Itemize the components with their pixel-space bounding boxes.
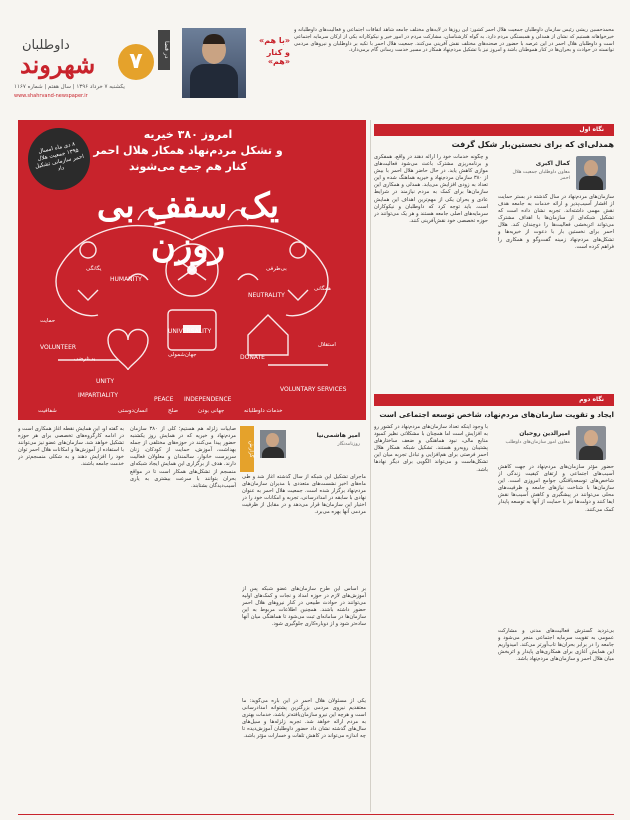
label-fa-4: جهانی بودن <box>198 408 225 414</box>
issue-info: یکشنبه ۷ خرداد ۱۳۹۶ | سال هفتم | شماره ۱۱۶۷ <box>14 84 125 90</box>
top-quote: «با هم» <box>259 36 290 45</box>
bottom-rule <box>18 814 614 815</box>
label-fa-12: حمایت <box>40 318 56 324</box>
column-divider <box>370 120 371 812</box>
second-look-tag: نگاه دوم <box>374 394 614 406</box>
first-author-photo <box>576 156 606 190</box>
masthead <box>0 0 630 115</box>
label-voluntary-services: VOLUNTARY SERVICES <box>280 386 347 393</box>
report-tag: گزارش <box>240 426 254 472</box>
report-section <box>18 426 366 812</box>
feature-poster <box>18 120 366 420</box>
label-donate: DONATE <box>240 354 265 361</box>
feature-kicker: امروز ۳۸۰ خیریه <box>143 128 233 141</box>
first-look-section <box>374 124 614 374</box>
section-name: داوطلبان <box>22 38 70 53</box>
label-volunteer: VOLUNTEER <box>40 344 77 351</box>
logo: شهروند <box>20 50 96 79</box>
label-fa-2: بی‌طرفی <box>266 266 287 272</box>
feature-headline: یک سقفِ بی روزن <box>96 186 280 266</box>
label-impartiality: IMPARTIALITY <box>78 392 118 399</box>
label-humanity: HUMANITY <box>110 276 142 283</box>
feature-subtitle-1: و تشکل مردم‌نهاد همکار هلال احمر <box>93 144 283 157</box>
label-universality: UNIVERSALITY <box>168 328 212 335</box>
top-column-text: محمدحسین ریشی رئیس سازمان داوطلبان جمعیت هلال احمر کشور: این روزها در لایه‌های مختلف جامعه شاهد اتفاقات اجتماعی و فعالیت‌های داوطلبانه و خیرخواهانه هستیم که نشان از همدلی و همبستگی مردم دارد. به گواه کارشناسان، مشارکت مردم در امور خیر و نیکوکارانه یکی از ارکان سرمایه اجتماعی است و داوطلبان هلال احمر در این عرصه با حضور در صحنه‌های مختلف نقش آفرینی می‌کنند. جمعیت هلال احمر با تکیه بر داوطلبان و نیروهای مردمی توانسته در حوادث و بحران‌ها در کنار هموطنان باشد و امروز نیز با تشکیل مردم‌نهاد همکار در مسیر خدمت رسانی گام برمی‌دارد. <box>294 27 614 54</box>
label-fa-7: خدمات داوطلبانه <box>244 408 283 414</box>
label-unity: UNITY <box>96 378 114 385</box>
second-author-name: امیرالدین روحبان <box>519 430 570 437</box>
label-peace: PEACE <box>154 396 174 403</box>
report-col-3b: بر اساس این طرح سازمان‌های عضو شبکه پس از آموزش‌های لازم در حوزه امداد و نجات و کمک‌های اولیه می‌توانند در حوادث طبیعی در کنار نیروهای هلال احمر حضور داشته باشند. همچنین اطلاعات مربوط به این سازمان‌ها در سامانه‌ای ثبت می‌شود تا هماهنگی میان آنها ساده‌تر شود و از دوباره‌کاری جلوگیری شود. <box>242 586 366 628</box>
first-look-title: همدلی‌ای که برای نخستین‌بار شکل گرفت <box>451 140 614 149</box>
label-fa-9: انسان‌دوستی <box>118 408 148 414</box>
report-col-1: به گفته او، این همایش نقطه آغاز همکاری است و در ادامه کارگروه‌های تخصصی برای هر حوزه تشکیل خواهد شد. سازمان‌های عضو نیز می‌توانند با استفاده از آموزش‌ها و امکانات هلال احمر توان خود را افزایش دهند و به شکلی منسجم‌تر در خدمت جامعه باشند. <box>18 426 124 468</box>
page-number-badge: ۷ <box>118 44 154 80</box>
label-fa-10: شفافیت <box>38 408 57 414</box>
label-independence: INDEPENDENCE <box>184 396 232 403</box>
report-col-2: صابیات زلزله هم هستیم؛ کلی از ۳۸۰ سازمان مردم‌نهاد و خیریه که در همایش روز یکشنبه حضور پیدا می‌کنند در حوزه‌های مختلفی از جمله بهداشت، آموزش، حمایت از کودکان، زنان سرپرست خانوار، سالمندان و معلولان فعالیت دارند. هدف از برگزاری این همایش ایجاد شبکه‌ای منسجم از تشکل‌های همکار است تا در مواقع بحران بتوانند با سرعت بیشتری به یاری آسیب‌دیدگان بشتابند. <box>130 426 236 489</box>
label-fa-6: جهان‌شمولی <box>168 352 197 358</box>
second-body-right: حضور مؤثر سازمان‌های مردم‌نهاد در جهت کاهش آسیب‌های اجتماعی و ارتقای کیفیت زندگی از شاخص‌های توسعه‌یافتگی جوامع امروزی است. این سازمان‌ها با شناخت نیازهای جامعه و ظرفیت‌های محلی می‌توانند در پیشگیری و کاهش آسیب‌ها نقش ایفا کنند و دولت‌ها نیز با حمایت از آنها به توسعه پایدار کمک می‌کنند. <box>498 464 614 513</box>
first-author-role: معاون داوطلبان جمعیت هلال احمر <box>512 170 570 181</box>
label-fa-3: استقلال <box>318 342 336 348</box>
first-author-name: کمال اکبری <box>535 160 570 167</box>
first-body-right: سازمان‌های مردم‌نهاد در سال گذشته در بستر حمایت از اقشار آسیب‌پذیر و ارائه خدمات به جامعه هدف نقش مهمی داشته‌اند. تجربه نشان داده است که تشکیل شبکه‌ای از سازمان‌ها با اهداف مشترک می‌تواند اثربخشی فعالیت‌ها را دوچندان کند. هلال احمر برای نخستین بار با دعوت از خیریه‌ها و تشکل‌های مردم‌نهاد زمینه گفت‌وگو و همکاری را فراهم کرده است. <box>498 194 614 250</box>
side-tag: در فضا <box>158 30 170 70</box>
label-fa-1: یگانگی <box>86 266 102 272</box>
label-fa-5: صلح <box>168 408 179 414</box>
feature-subtitle-2: کنار هم جمع می‌شوند <box>128 160 248 173</box>
report-author-name: امیر هاشمی‌نیا <box>316 432 360 439</box>
label-fa-8: بی‌غرضی <box>74 356 96 362</box>
top-quote-2: و کنار «هم» <box>266 48 290 66</box>
report-col-3a: ماجرای تشکیل این شبکه از سال گذشته آغاز شد و طی ماه‌های اخیر نشست‌های متعددی با مدیران سازمان‌های مردم‌نهاد برگزار شده است. جمعیت هلال احمر به عنوان نهادی با سابقه در امدادرسانی، تجربه و امکانات خود را در اختیار این سازمان‌ها قرار می‌دهد و در مقابل از ظرفیت مردمی آنها بهره می‌برد. <box>242 474 366 516</box>
report-col-3c: یکی از مسئولان هلال احمر در این باره می‌گوید: ما معتقدیم نیروی مردمی بزرگترین پشتوانه امدادرسانی است و هرچه این نیرو سازمان‌یافته‌تر باشد، خدمات بهتری به مردم ارائه خواهد شد. تجربه زلزله‌ها و سیل‌های سال‌های گذشته نشان داد حضور داوطلبان آموزش‌دیده تا چه اندازه می‌تواند در کاهش تلفات و خسارات مؤثر باشد. <box>242 698 366 740</box>
editor-photo <box>182 28 246 98</box>
label-fa-11: همگانی <box>314 286 331 292</box>
second-body-right-2: بی‌تردید گسترش فعالیت‌های مدنی و مشارکت عمومی به تقویت سرمایه اجتماعی منجر می‌شود و جامعه را در برابر بحران‌ها تاب‌آورتر می‌کند. امیدواریم این همایش آغازی برای همکاری‌های پایدار و اثربخش میان هلال احمر و سازمان‌های مردم‌نهاد باشد. <box>498 628 614 663</box>
feature-badge: ۸ دی ماه امسال ۱۳۹۵ جمعیت هلال احمر سازمانی تشکیل داد <box>22 122 96 196</box>
second-author-role: معاون امور سازمان‌های داوطلب <box>505 440 570 445</box>
second-body-left: با وجود اینکه تعداد سازمان‌های مردم‌نهاد در کشور رو به افزایش است اما همچنان با مشکلاتی نظیر کمبود منابع مالی، نبود هماهنگی و ضعف ساختارهای پشتیبان روبه‌رو هستند. تشکیل شبکه همکار هلال احمر فرصتی برای هم‌افزایی و تبادل تجربه میان این تشکل‌هاست و می‌تواند الگویی برای دیگر نهادها باشد. <box>374 424 488 473</box>
first-body-left: و چگونه خدمات خود را ارائه دهند در واقع، همفکری و برنامه‌ریزی مشترک باعث می‌شود فعالیت‌های موازی کاهش یابد. در حال حاضر هلال احمر با بیش از ۳۸۰ سازمان مردم‌نهاد و خیریه هماهنگ شده و این تعداد به زودی افزایش می‌یابد. همدلی و همکاری این سازمان‌ها برای کمک به مردم نیازمند در شرایط عادی و بحران یکی از مهم‌ترین اهداف این همایش است. باید توجه کرد که داوطلبان و نیکوکاران سرمایه‌های اصلی جامعه هستند و هر یک می‌توانند در حوزه تخصصی خود نقش‌آفرینی کنند. <box>374 154 488 224</box>
report-author-photo <box>260 430 286 458</box>
site-url[interactable]: www.shahrvand-newspaper.ir <box>14 93 88 99</box>
second-author-photo <box>576 426 606 460</box>
first-look-tag: نگاه اول <box>374 124 614 136</box>
second-look-title: ایجاد و تقویت سازمان‌های مردم‌نهاد، شاخص توسعه اجتماعی است <box>379 410 614 419</box>
second-look-section <box>374 394 614 810</box>
label-neutrality: NEUTRALITY <box>248 292 285 299</box>
report-author-role: روزنامه‌نگار <box>337 442 360 447</box>
